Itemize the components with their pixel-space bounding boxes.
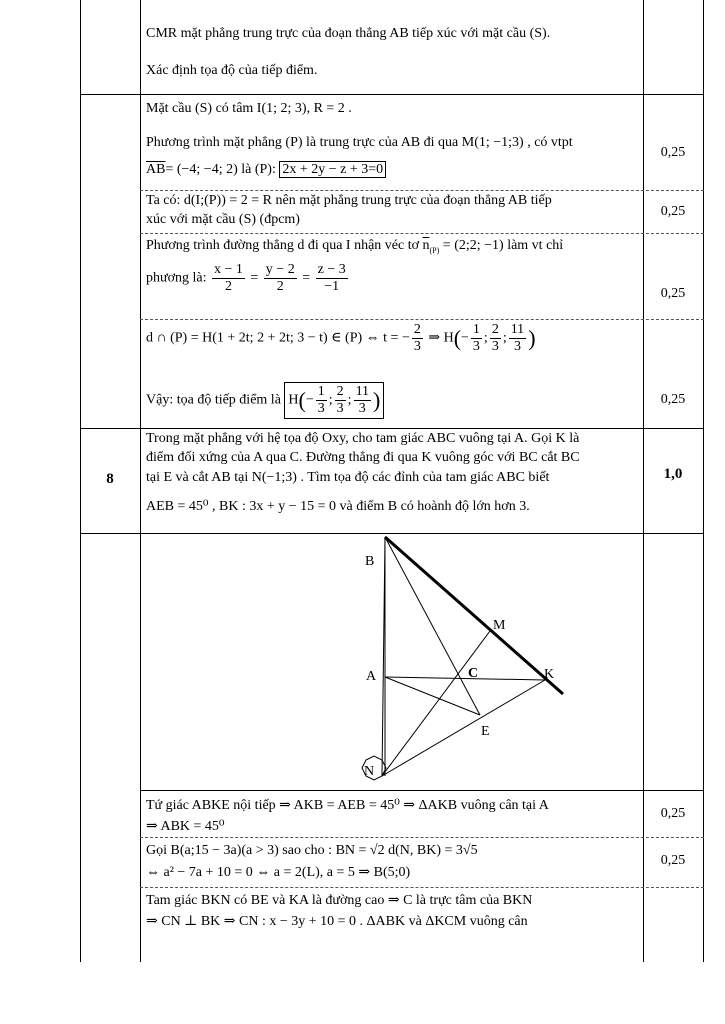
- fraction: $\frac{11}{3}$: [510, 322, 525, 354]
- fraction: $\frac{x - 1}{2}$: [213, 262, 243, 294]
- fraction: $\frac{2}{3}$: [336, 384, 344, 416]
- row5-text-a: d ∩ (P) = H(1 + 2t; 2 + 2t; 3 − t) ∈ (P) ⇔ t = −: [146, 330, 410, 346]
- row9-line1: Tam giác BKN có BE và KA là đường cao ⇒ C là trực tâm của BKN: [146, 893, 533, 908]
- point-n-octagon: [362, 756, 386, 780]
- fraction: $\frac{y - 2}{2}$: [265, 262, 295, 294]
- fraction: $\frac{1}{3}$: [472, 322, 480, 354]
- vector-ab-value: = (−4; −4; 2) là (P):: [165, 162, 276, 177]
- fraction: $\frac{11}{3}$: [355, 384, 370, 416]
- problem-text-line3: tại E và cắt AB tại N(−1;3) . Tìm tọa độ các đỉnh của tam giác ABC biết: [146, 470, 550, 485]
- row5-line1: d ∩ (P) = H(1 + 2t; 2 + 2t; 3 − t) ∈ (P) ⇔ t = − $\frac{2}{3}$ ⇒ H(− $\frac{1}{3}$ ; $\frac{2}{3}$ ; $\frac{11}{3}$ ): [146, 322, 536, 354]
- label-a: A: [366, 669, 377, 684]
- row4-text-b: = (2;2; −1) làm vt chỉ: [442, 238, 564, 253]
- fraction: $\frac{2}{3}$: [413, 322, 421, 354]
- row-border: [140, 190, 704, 191]
- label-c: C: [468, 666, 479, 681]
- score-problem: 1,0: [663, 466, 683, 482]
- row4-line1: [146, 237, 563, 260]
- row1-line2: Xác định tọa độ của tiếp điểm.: [146, 63, 318, 78]
- row-border: [80, 428, 704, 429]
- fraction: $\frac{1}{3}$: [317, 384, 325, 416]
- problem-text-line2: điểm đối xứng của A qua C. Đường thẳng đi qua K vuông góc với BC cắt BC: [146, 450, 580, 465]
- score-row2: 0,25: [660, 145, 686, 160]
- row1-line1: CMR mặt phẳng trung trực của đoạn thẳng AB tiếp xúc với mặt cầu (S).: [146, 26, 551, 41]
- row7-line1: Tứ giác ABKE nội tiếp ⇒ AKB = AEB = 45⁰ ⇒ ΔAKB vuông cân tại A: [146, 798, 549, 813]
- row9-line2: ⇒ CN ⊥ BK ⇒ CN : x − 3y + 10 = 0 . ΔABK và ΔKCM vuông cân: [146, 914, 528, 929]
- score-row5: 0,25: [660, 392, 686, 407]
- score-row7: 0,25: [660, 806, 686, 821]
- fraction: $\frac{z - 3}{-1}$: [317, 262, 346, 294]
- row4-direction-label: phương là:: [146, 270, 207, 286]
- segment-ae: [385, 677, 480, 715]
- problem-text-line1: Trong mặt phẳng với hệ tọa độ Oxy, cho tam giác ABC vuông tại A. Gọi K là: [146, 431, 580, 446]
- row-border: [140, 319, 704, 320]
- row8-line1: Gọi B(a;15 − 3a)(a > 3) sao cho : BN = √2 d(N, BK) = 3√5: [146, 843, 478, 858]
- segment-bk: [385, 537, 563, 694]
- table-right-border: [703, 0, 704, 962]
- label-n: N: [364, 764, 375, 779]
- label-e: E: [481, 724, 490, 739]
- score-row3: 0,25: [660, 204, 686, 219]
- row5-text-b: ⇒ H: [428, 330, 454, 346]
- problem-number: 8: [106, 471, 114, 487]
- row3-line2: xúc với mặt cầu (S) (đpcm): [146, 212, 300, 227]
- row-border: [80, 533, 704, 534]
- tangent-point-label: Vậy: tọa độ tiếp điểm là: [146, 392, 281, 408]
- tangent-point-box: H(− $\frac{1}{3}$ ; $\frac{2}{3}$ ; $\frac{11}{3}$ ): [284, 382, 384, 419]
- plane-equation-box: 2x + 2y − z + 3=0: [279, 161, 386, 178]
- vector-n-sub: (P): [429, 245, 440, 255]
- row-border: [140, 837, 704, 838]
- row7-line2: ⇒ ABK = 45⁰: [146, 819, 225, 834]
- row2-line1: Mặt cầu (S) có tâm I(1; 2; 3), R = 2 .: [146, 101, 352, 116]
- vector-ab: $\overline{AB}$: [146, 162, 166, 177]
- row-border: [140, 887, 704, 888]
- label-b: B: [365, 554, 375, 569]
- score-row8: 0,25: [660, 853, 686, 868]
- segment-bn: [382, 537, 385, 776]
- row-border: [140, 790, 704, 791]
- row2-line2: Phương trình mặt phẳng (P) là trung trực của AB đi qua M(1; −1;3) , có vtpt: [146, 135, 573, 150]
- fraction: $\frac{2}{3}$: [491, 322, 499, 354]
- table-col-divider: [140, 0, 141, 962]
- row5-line2: [146, 382, 384, 419]
- row-border: [80, 94, 704, 95]
- row4-text-a: Phương trình đường thẳng d đi qua I nhận véc tơ: [146, 238, 420, 253]
- problem-text-line4: AEB = 45⁰ , BK : 3x + y − 15 = 0 và điểm B có hoành độ lớn hơn 3.: [146, 499, 530, 514]
- row2-line3: [146, 161, 386, 179]
- row3-line1: Ta có: d(I;(P)) = 2 = R nên mặt phẳng trung trực của đoạn thẳng AB tiếp: [146, 193, 552, 208]
- row8-line2: ⇔ a² − 7a + 10 = 0 ⇔ a = 2(L), a = 5 ⇒ B(5;0): [146, 865, 411, 880]
- segment-be: [385, 537, 480, 715]
- score-row4: 0,25: [660, 286, 686, 301]
- segment-nm: [382, 631, 490, 776]
- label-m: M: [493, 618, 506, 633]
- segment-ak: [385, 677, 545, 680]
- vector-n: $\overline{n}$: [422, 238, 430, 253]
- segment-nk: [382, 680, 545, 776]
- row4-line2: phương là: $\frac{x - 1}{2}$ = $\frac{y - 2}{2}$ = $\frac{z - 3}{-1}$: [146, 262, 346, 294]
- label-k: K: [544, 667, 555, 682]
- row-border: [140, 233, 704, 234]
